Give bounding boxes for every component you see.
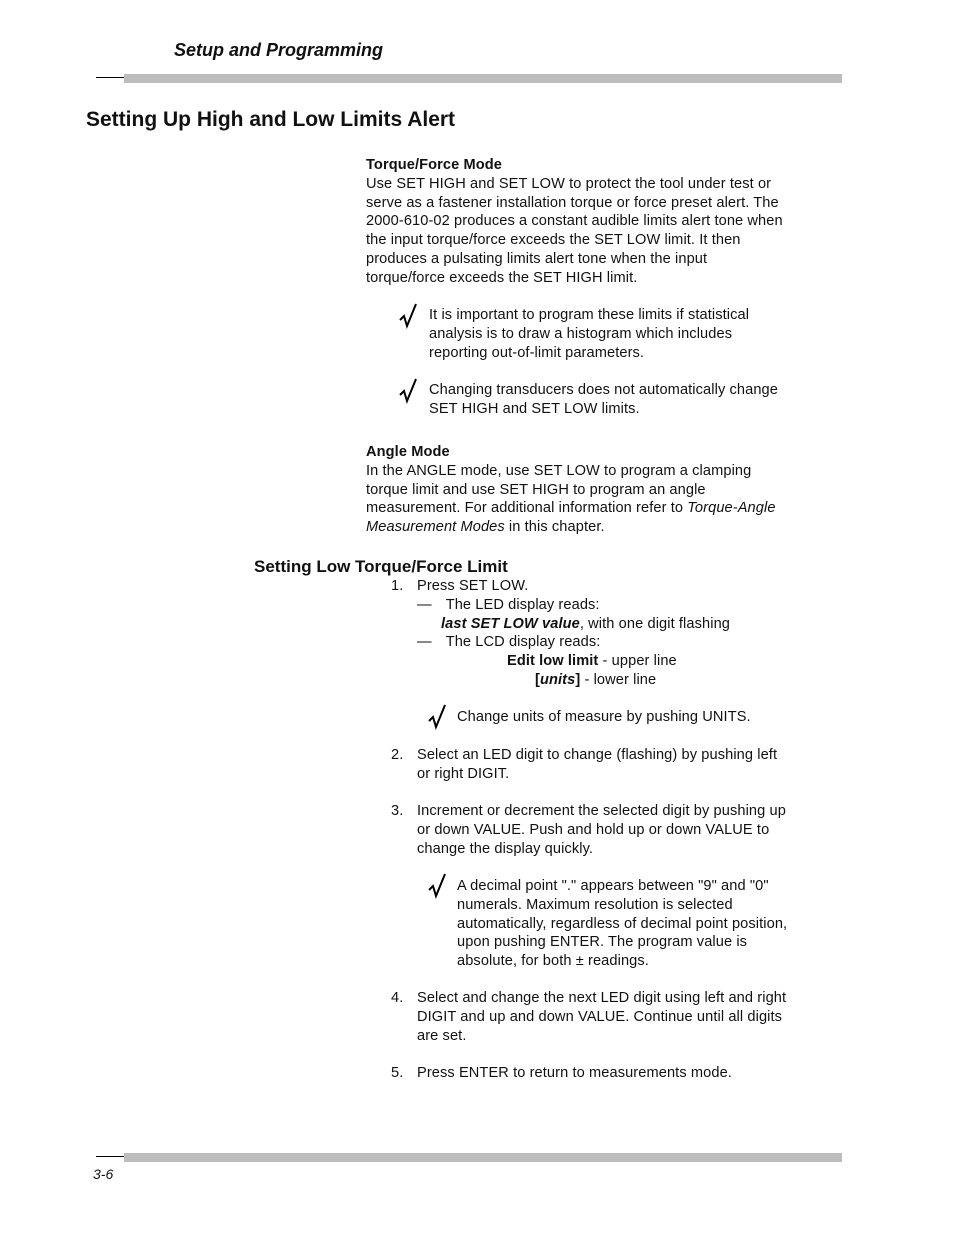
step-5 bbox=[391, 1064, 841, 1083]
paragraph-line: torque limit and use SET HIGH to program an angle bbox=[366, 481, 706, 498]
text-span: , with one digit flashing bbox=[579, 616, 731, 632]
dash: — bbox=[417, 634, 432, 650]
text-span: - upper line bbox=[598, 653, 677, 669]
page-number: 3-6 bbox=[93, 1166, 114, 1182]
step-3 bbox=[391, 802, 841, 858]
step-number: 1. bbox=[391, 578, 404, 594]
paragraph-line bbox=[366, 499, 841, 518]
led-value-line bbox=[441, 615, 730, 634]
note-line: Changing transducers does not automatically change bbox=[429, 382, 778, 398]
note-line: automatically, regardless of decimal point position, bbox=[457, 915, 788, 932]
paragraph-line: produces a pulsating limits alert tone when the input bbox=[366, 250, 708, 267]
note-line: upon pushing ENTER. The program value is bbox=[457, 934, 748, 951]
units-note: Change units of measure by pushing UNITS. bbox=[457, 709, 751, 725]
step-line: DIGIT and up and down VALUE. Continue until all digits bbox=[417, 1008, 783, 1025]
torque-heading: Torque/Force Mode bbox=[366, 157, 503, 173]
led-label: The LED display reads: bbox=[445, 597, 600, 613]
torque-section bbox=[366, 156, 841, 288]
step-line: or down VALUE. Push and hold up or down VALUE to bbox=[417, 821, 770, 838]
paragraph-line: torque/force exceeds the SET HIGH limit. bbox=[366, 269, 638, 286]
checkmark-icon bbox=[399, 302, 419, 332]
footer-bar bbox=[124, 1153, 842, 1162]
lcd-line bbox=[417, 633, 600, 652]
step-line: change the display quickly. bbox=[417, 840, 594, 857]
note-line: It is important to program these limits if statistical bbox=[429, 307, 750, 323]
text-span: in this chapter. bbox=[504, 519, 605, 536]
chapter-reference: Torque-Angle bbox=[687, 500, 776, 517]
note-line: reporting out-of-limit parameters. bbox=[429, 344, 645, 361]
paragraph-line bbox=[366, 518, 841, 537]
led-value: last SET LOW value bbox=[441, 616, 580, 632]
checkmark-icon bbox=[428, 703, 448, 733]
step-line: are set. bbox=[417, 1027, 467, 1044]
text-span: - lower line bbox=[580, 672, 657, 688]
section-header: Setup and Programming bbox=[174, 40, 384, 60]
dash: — bbox=[417, 597, 432, 613]
checkmark-icon bbox=[428, 872, 448, 902]
step-line: Select an LED digit to change (flashing) by pushing left bbox=[417, 747, 778, 763]
bracket: ] bbox=[575, 672, 581, 688]
angle-heading: Angle Mode bbox=[366, 444, 450, 460]
lcd-units: units bbox=[539, 672, 576, 688]
led-line bbox=[417, 596, 600, 615]
note-line: analysis is to draw a histogram which includes bbox=[429, 325, 733, 342]
step-line: Press ENTER to return to measurements mode. bbox=[417, 1065, 732, 1081]
step-number: 3. bbox=[391, 803, 404, 819]
paragraph-line: the input torque/force exceeds the SET LOW limit. It then bbox=[366, 232, 741, 249]
note-line: absolute, for both ± readings. bbox=[457, 953, 649, 970]
chapter-reference: Measurement Modes bbox=[366, 519, 505, 536]
subsection-heading: Setting Low Torque/Force Limit bbox=[254, 557, 508, 576]
note-line: A decimal point "." appears between "9" and "0" bbox=[457, 878, 769, 894]
paragraph-line: serve as a fastener installation torque or force preset alert. The bbox=[366, 194, 779, 211]
step-line: Select and change the next LED digit using left and right bbox=[417, 990, 787, 1006]
step-text: Press SET LOW. bbox=[417, 578, 529, 594]
checkmark-icon bbox=[399, 377, 419, 407]
note-1 bbox=[429, 306, 839, 362]
step-line: Increment or decrement the selected digit by pushing up bbox=[417, 803, 786, 819]
note-2 bbox=[429, 381, 839, 419]
paragraph-line: Use SET HIGH and SET LOW to protect the tool under test or bbox=[366, 175, 772, 192]
angle-section bbox=[366, 443, 841, 537]
bracket: [ bbox=[535, 672, 540, 688]
decimal-note bbox=[457, 877, 842, 971]
step-4 bbox=[391, 989, 841, 1045]
lcd-lower-line bbox=[535, 671, 656, 690]
step-number: 5. bbox=[391, 1065, 404, 1081]
step-number: 4. bbox=[391, 990, 404, 1006]
lcd-upper-line bbox=[507, 652, 677, 671]
note-line: numerals. Maximum resolution is selected bbox=[457, 896, 733, 913]
paragraph-line: In the ANGLE mode, use SET LOW to program a clamping bbox=[366, 462, 752, 479]
paragraph-line: 2000-610-02 produces a constant audible limits alert tone when bbox=[366, 213, 783, 230]
header-bar bbox=[124, 74, 842, 83]
lcd-upper-value: Edit low limit bbox=[507, 653, 599, 669]
step-2 bbox=[391, 746, 841, 784]
step-line: or right DIGIT. bbox=[417, 765, 510, 782]
step-number: 2. bbox=[391, 747, 404, 763]
text-span: measurement. For additional information refer to bbox=[366, 500, 688, 517]
note-line: SET HIGH and SET LOW limits. bbox=[429, 400, 640, 417]
lcd-label: The LCD display reads: bbox=[445, 634, 601, 650]
page-title: Setting Up High and Low Limits Alert bbox=[86, 108, 456, 131]
